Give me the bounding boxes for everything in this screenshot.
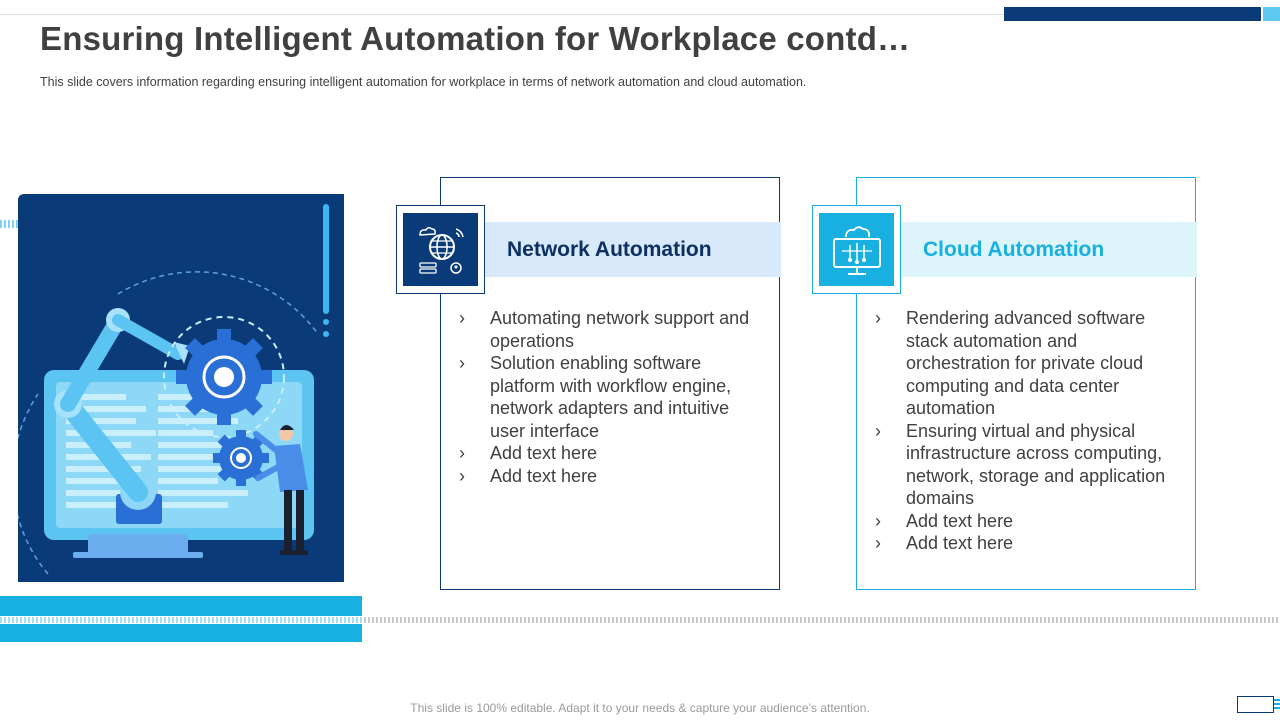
cloud-monitor-icon [819, 213, 894, 286]
list-item: › Rendering advanced software stack automation and orchestration for private cloud computing and data center automation [875, 307, 1185, 420]
robot-arm-gears-icon [18, 194, 344, 582]
slide-title: Ensuring Intelligent Automation for Workplace contd… [40, 20, 911, 57]
card-title: Cloud Automation [923, 238, 1105, 261]
list-item: › Ensuring virtual and physical infrastructure across computing, network, storage and application domains [875, 420, 1185, 510]
list-item: › Add text here [875, 510, 1185, 533]
bullet-list [459, 307, 769, 487]
dotted-divider-accent [0, 617, 362, 623]
globe-network-icon [403, 213, 478, 286]
corner-decoration [1237, 696, 1274, 713]
top-accent-bar [1004, 7, 1261, 21]
card-header [899, 222, 1197, 277]
list-item: › Automating network support and operations [459, 307, 769, 352]
top-accent-bar-light [1263, 7, 1280, 21]
top-divider [0, 14, 1005, 15]
cloud-icon-frame [812, 205, 901, 294]
bottom-accent-band-lower [0, 624, 362, 642]
corner-decoration-lines [1274, 699, 1280, 710]
card-title: Network Automation [507, 238, 712, 261]
list-item: › Add text here [459, 465, 769, 488]
network-icon-frame [396, 205, 485, 294]
footer-note: This slide is 100% editable. Adapt it to your needs & capture your audience’s attention. [410, 701, 870, 715]
bullet-list [875, 307, 1185, 555]
card-header [483, 222, 781, 277]
slide-subtitle: This slide covers information regarding ensuring intelligent automation for workplace in terms of network automation and cloud automation. [40, 75, 807, 89]
bottom-accent-band [0, 596, 362, 616]
network-automation-card [440, 177, 780, 590]
list-item: › Add text here [875, 532, 1185, 555]
cloud-automation-card [856, 177, 1196, 590]
robot-arm-gears-illustration [18, 194, 344, 582]
list-item: › Add text here [459, 442, 769, 465]
list-item: › Solution enabling software platform with workflow engine, network adapters and intuitive user interface [459, 352, 769, 442]
